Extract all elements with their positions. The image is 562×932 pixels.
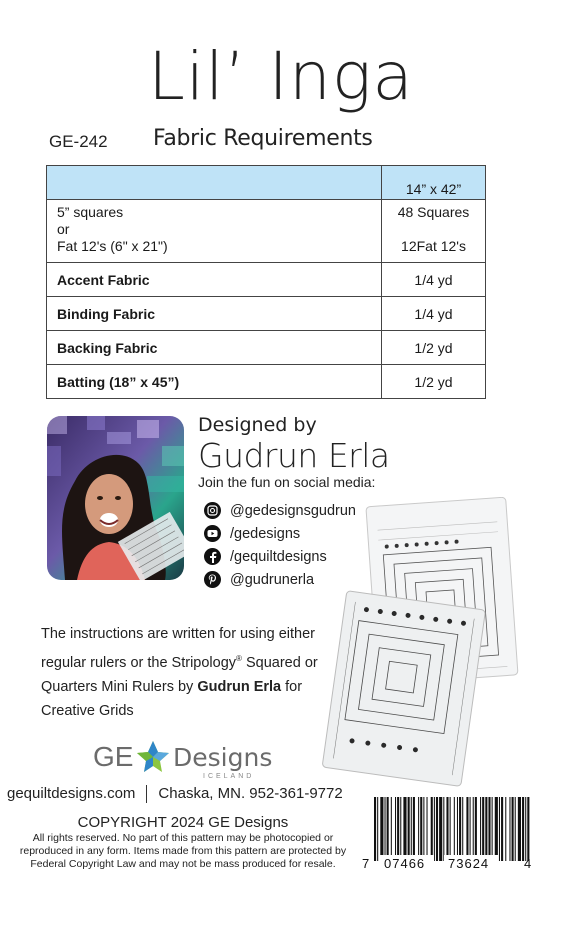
social-handle: /gedesigns (230, 525, 301, 542)
website-link[interactable]: gequiltdesigns.com (7, 785, 136, 802)
barcode-bar (459, 797, 461, 861)
table-header-row (47, 166, 486, 200)
barcode-digit-last: 4 (524, 856, 532, 871)
barcode-bar (387, 797, 389, 861)
instagram-icon (204, 502, 221, 519)
barcode-bar (418, 797, 419, 861)
social-handle: @gedesignsgudrun (230, 502, 356, 519)
barcode-bar (446, 797, 448, 861)
squares-label-line3: Fat 12's (6" x 21") (57, 238, 168, 254)
barcode-bar (408, 797, 410, 861)
squares-value-2: 12Fat 12's (401, 238, 466, 254)
contact-divider (146, 785, 147, 803)
table-row (47, 263, 486, 297)
pinterest-icon (204, 571, 221, 588)
squares-label (47, 200, 382, 263)
youtube-icon (204, 525, 221, 542)
barcode-bar (377, 797, 378, 861)
barcode-bar (457, 797, 458, 861)
table-row (47, 200, 486, 263)
barcode-bar (522, 797, 524, 861)
barcode-bar (480, 797, 481, 861)
barcode-bar (475, 797, 477, 861)
designed-by-label: Designed by (198, 414, 317, 436)
squares-label-line2: or (57, 221, 70, 237)
barcode-bar (501, 797, 503, 861)
barcode-bar (495, 797, 498, 861)
logo-star-icon (137, 741, 169, 772)
barcode-bar (374, 797, 376, 861)
table-row (47, 297, 486, 331)
barcode-bar (443, 797, 444, 861)
barcode-bar (485, 797, 487, 861)
barcode-group-1: 07466 (384, 856, 426, 871)
barcode-bar (462, 797, 463, 861)
row-label: Accent Fabric (47, 263, 382, 297)
barcode-bar (482, 797, 484, 861)
barcode-bar (427, 797, 428, 861)
squares-label-line1: 5” squares (57, 204, 124, 220)
barcode-bar (413, 797, 415, 861)
barcode-bar (525, 797, 526, 861)
registered-mark: ® (236, 653, 242, 663)
table-row (47, 331, 486, 365)
barcode-bar (518, 797, 521, 861)
barcode-bar (380, 797, 383, 861)
barcode-bar (454, 797, 455, 861)
row-label: Binding Fabric (47, 297, 382, 331)
table-header-blank (47, 166, 382, 200)
page-subtitle: Fabric Requirements (153, 126, 373, 151)
instructions-part1: The instructions are written for using either regular rulers or the Stripology (41, 626, 316, 671)
instructions-part2: Squared or Quarters Mini Rulers by (41, 654, 318, 695)
barcode-bar (423, 797, 424, 861)
designer-photo (47, 416, 184, 580)
barcode-bar (515, 797, 516, 861)
barcode-bar (470, 797, 471, 861)
instructions-part3: for Creative Grids (41, 678, 303, 720)
logo-ge: GE (93, 741, 134, 772)
barcode-bar (434, 797, 435, 861)
row-label: Backing Fabric (47, 331, 382, 365)
row-value: 1/2 yd (382, 365, 486, 399)
barcode-bar (527, 797, 529, 861)
barcode-bar (450, 797, 451, 861)
barcode-bar (385, 797, 386, 861)
barcode-bar (403, 797, 406, 861)
barcode-bar (400, 797, 401, 861)
barcode-group-2: 73624 (448, 856, 490, 871)
barcode-bar (420, 797, 422, 861)
social-handle: @gudrunerla (230, 571, 315, 588)
barcode-bar (505, 797, 506, 861)
fabric-requirements-table (46, 165, 486, 399)
barcode-bar (439, 797, 442, 861)
designer-name: Gudrun Erla (198, 436, 390, 475)
barcode-bar (436, 797, 438, 861)
barcode-bar (466, 797, 468, 861)
barcode-bar (509, 797, 510, 861)
barcode-bar (499, 797, 500, 861)
squares-value-1: 48 Squares (397, 204, 470, 220)
barcode-bar (431, 797, 433, 861)
copyright-line: COPYRIGHT 2024 GE Designs (77, 814, 289, 831)
squares-value (382, 200, 486, 263)
row-value: 1/2 yd (382, 331, 486, 365)
barcode-digit-first: 7 (362, 856, 370, 871)
logo-designs: Designs (173, 743, 273, 772)
row-label: Batting (18” x 45”) (47, 365, 382, 399)
contact-line (7, 785, 343, 803)
instructions-text (41, 622, 351, 724)
rights-notice: All rights reserved. No part of this pattern may be photocopied or reproduced in any form. Items made from this pattern are protected by Federal Copyright Law and may not be mass produced for resale. (19, 832, 347, 870)
join-social-text: Join the fun on social media: (198, 474, 376, 490)
barcode-bar (391, 797, 392, 861)
row-value: 1/4 yd (382, 297, 486, 331)
barcode (360, 797, 536, 872)
barcode-bar (411, 797, 412, 861)
ge-designs-logo (93, 738, 273, 782)
barcode-bar (395, 797, 396, 861)
size-header: 14” x 42” (382, 166, 486, 200)
barcode-bar (473, 797, 474, 861)
location-phone: Chaska, MN. 952-361-9772 (158, 785, 343, 802)
barcode-bar (397, 797, 399, 861)
barcode-bar (492, 797, 493, 861)
barcode-bar (512, 797, 514, 861)
row-value: 1/4 yd (382, 263, 486, 297)
facebook-icon (204, 548, 221, 565)
social-handle: /gequiltdesigns (230, 548, 327, 565)
barcode-bars (374, 797, 529, 861)
table-row (47, 365, 486, 399)
pattern-code: GE-242 (49, 132, 108, 151)
barcode-bar (488, 797, 490, 861)
logo-iceland: ICELAND (203, 773, 255, 780)
instructions-designer-name: Gudrun Erla (197, 678, 282, 695)
pattern-title: Lil’ Inga (148, 38, 414, 115)
